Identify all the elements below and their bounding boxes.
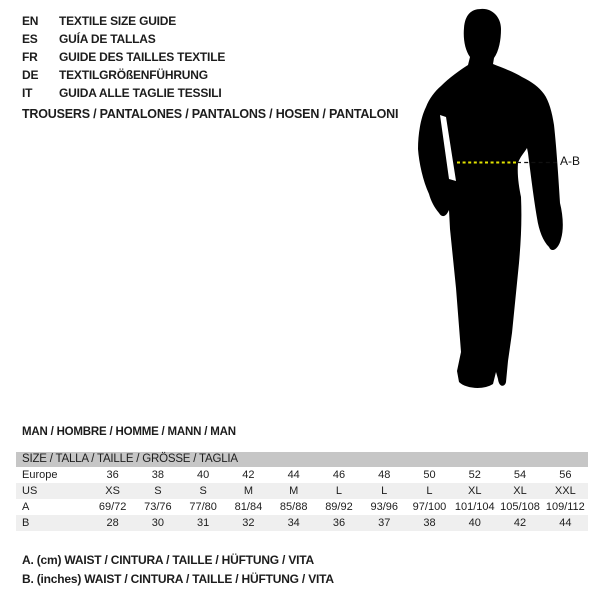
table-cell: 73/76 (144, 501, 172, 513)
table-cell: 32 (242, 517, 255, 529)
table-cell: 81/84 (234, 501, 263, 513)
size-table-header: SIZE / TALLA / TAILLE / GRÖSSE / TAGLIA (16, 452, 588, 467)
table-cell: S (154, 485, 162, 497)
table-cell: XL (468, 485, 482, 497)
table-cell: XL (513, 485, 527, 497)
footnote-b-inches: B. (inches) WAIST / CINTURA / TAILLE / HÜFTUNG / VITA (22, 571, 334, 586)
footnotes (22, 553, 334, 590)
table-cell: 38 (423, 517, 436, 529)
table-cell: 69/72 (98, 501, 127, 513)
guide-title: TEXTILGRÖßENFÜHRUNG (59, 68, 208, 82)
table-cell: 42 (242, 469, 255, 481)
guide-title: GUÍA DE TALLAS (59, 32, 156, 46)
table-cell: 38 (151, 469, 165, 481)
table-cell: 36 (106, 469, 119, 481)
table-cell: 46 (332, 469, 346, 481)
table-cell: 97/100 (412, 501, 447, 513)
language-row-es (22, 30, 225, 48)
table-cell: 48 (378, 469, 391, 481)
row-label: B (22, 517, 30, 529)
table-cell: 42 (513, 517, 527, 529)
table-row-us (16, 483, 588, 499)
table-cell: 54 (513, 469, 527, 481)
row-label: US (22, 485, 38, 497)
language-code: IT (22, 86, 33, 100)
guide-title: TEXTILE SIZE GUIDE (59, 14, 177, 28)
table-cell: 31 (197, 517, 210, 529)
measure-label-ab: A-B (560, 154, 581, 168)
table-cell: 93/96 (370, 501, 398, 513)
table-cell: 85/88 (279, 501, 308, 513)
table-cell: 89/92 (325, 501, 353, 513)
table-cell: 37 (378, 517, 391, 529)
table-row-europe (16, 467, 588, 483)
table-cell: 56 (559, 469, 572, 481)
table-row-a-cm (16, 499, 588, 515)
man-silhouette (413, 5, 575, 395)
table-cell: XXL (554, 485, 576, 497)
table-cell: 28 (106, 517, 119, 529)
table-cell: 44 (287, 469, 300, 481)
language-code: FR (22, 50, 38, 64)
language-row-en (22, 12, 225, 30)
guide-title: GUIDA ALLE TAGLIE TESSILI (59, 86, 222, 100)
language-row-it (22, 84, 225, 102)
table-cell: S (199, 485, 207, 497)
guide-title: GUIDE DES TAILLES TEXTILE (59, 50, 226, 64)
language-code: ES (22, 32, 38, 46)
table-cell: 44 (559, 517, 572, 529)
table-cell: 52 (468, 469, 481, 481)
size-table-header-row (16, 452, 588, 467)
language-title-list (22, 12, 225, 102)
language-code: EN (22, 14, 39, 28)
table-cell: 34 (287, 517, 300, 529)
table-cell: 101/104 (454, 501, 495, 513)
row-label: Europe (22, 469, 58, 481)
gender-label: MAN / HOMBRE / HOMME / MANN / MAN (22, 426, 236, 438)
language-code: DE (22, 68, 39, 82)
table-cell: 109/112 (545, 501, 585, 513)
table-cell: 40 (468, 517, 481, 529)
table-cell: L (426, 485, 433, 497)
table-cell: L (381, 485, 388, 497)
row-label: A (22, 501, 30, 513)
table-cell: 30 (151, 517, 165, 529)
language-row-fr (22, 48, 225, 66)
footnote-a-cm: A. (cm) WAIST / CINTURA / TAILLE / HÜFTUNG / VITA (22, 553, 314, 567)
table-cell: XS (105, 485, 120, 497)
table-cell: 36 (332, 517, 346, 529)
table-row-b-inches (16, 515, 588, 531)
table-cell: 50 (423, 469, 436, 481)
silhouette-body (418, 9, 563, 388)
table-cell: 105/108 (500, 501, 540, 513)
table-cell: M (243, 485, 254, 497)
size-table (16, 452, 588, 531)
table-cell: 77/80 (189, 501, 217, 513)
language-row-de (22, 66, 225, 84)
garment-categories-heading: TROUSERS / PANTALONES / PANTALONS / HOSEN / PANTALONI (22, 107, 399, 121)
table-cell: M (289, 485, 299, 497)
figure-area (413, 5, 598, 395)
table-cell: 40 (197, 469, 210, 481)
table-cell: L (335, 485, 343, 497)
